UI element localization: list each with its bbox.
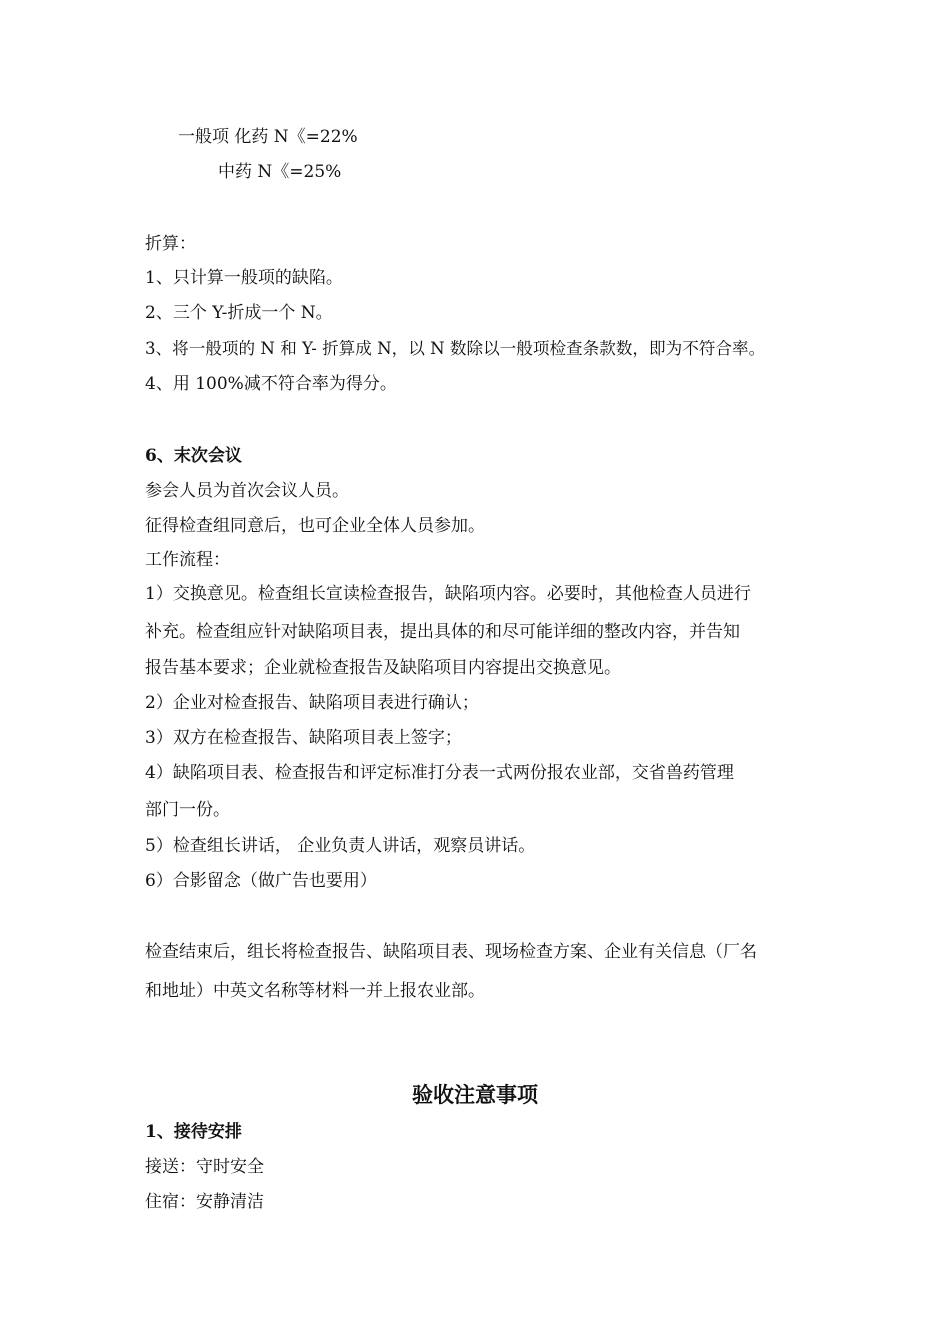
conversion-item: 1、只计算一般项的缺陷。 <box>145 268 343 288</box>
process-step-2: 2）企业对检查报告、缺陷项目表进行确认； <box>145 693 479 713</box>
general-item-line-2: 中药 N《=25% <box>218 162 342 182</box>
pickup-text: 接送：守时安全 <box>145 1157 264 1177</box>
process-step-1-line: 1）交换意见。检查组长宣读检查报告，缺陷项内容。必要时，其他检查人员进行 <box>145 584 751 604</box>
acceptance-title: 验收注意事项 <box>412 1082 538 1107</box>
consent-text: 征得检查组同意后，也可企业全体人员参加。 <box>145 516 485 536</box>
participants-text: 参会人员为首次会议人员。 <box>145 481 349 501</box>
process-step-5: 5）检查组长讲话， 企业负责人讲话，观察员讲话。 <box>145 836 536 856</box>
conversion-item: 3、将一般项的 N 和 Y- 折算成 N，以 N 数除以一般项检查条款数，即为不符合率。 <box>145 339 766 358</box>
reception-heading: 1、接待安排 <box>145 1122 242 1142</box>
process-step-6: 6）合影留念（做广告也要用） <box>145 871 377 891</box>
process-step-3: 3）双方在检查报告、缺陷项目表上签字； <box>145 728 462 748</box>
conclusion-line: 检查结束后，组长将检查报告、缺陷项目表、现场检查方案、企业有关信息（厂名 <box>145 942 757 962</box>
conversion-item: 2、三个 Y-折成一个 N。 <box>145 303 333 323</box>
conclusion-line: 和地址）中英文名称等材料一并上报农业部。 <box>145 981 485 1001</box>
process-step-4-line: 4）缺陷项目表、检查报告和评定标准打分表一式两份报农业部，交省兽药管理 <box>145 763 734 783</box>
lodging-text: 住宿：安静清洁 <box>145 1192 264 1212</box>
general-item-line-1: 一般项 化药 N《=22% <box>178 127 358 147</box>
process-step-1-line: 补充。检查组应针对缺陷项目表，提出具体的和尽可能详细的整改内容，并告知 <box>145 622 740 642</box>
process-heading: 工作流程： <box>145 550 230 570</box>
final-meeting-heading: 6、末次会议 <box>145 446 242 466</box>
process-step-4-line: 部门一份。 <box>145 800 230 820</box>
conversion-heading: 折算： <box>145 234 196 254</box>
process-step-1-line: 报告基本要求；企业就检查报告及缺陷项目内容提出交换意见。 <box>145 658 621 678</box>
conversion-item: 4、用 100%减不符合率为得分。 <box>145 374 397 394</box>
